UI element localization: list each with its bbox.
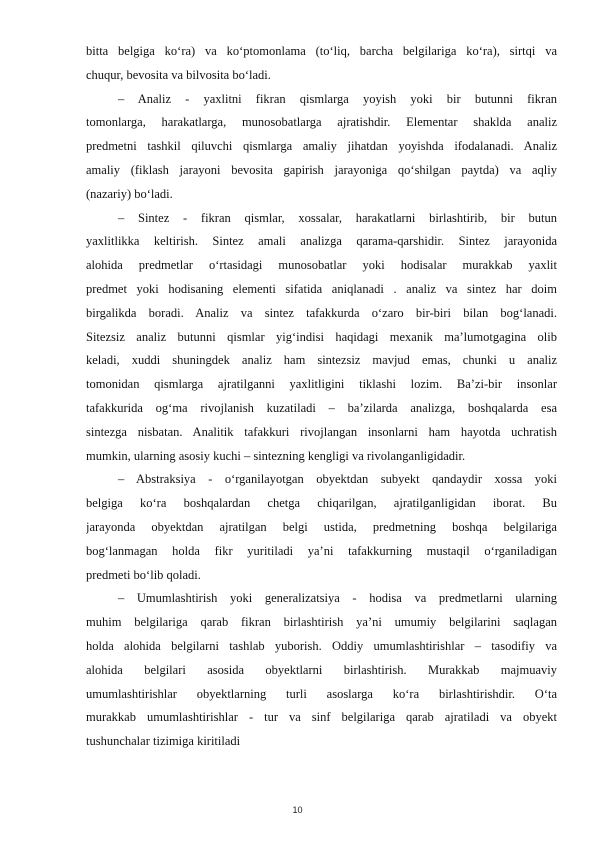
text-line: predmet yoki hodisaning elementi sifatida aniqlanadi . analiz va sintez har doim (86, 281, 557, 296)
text-line: chuqur, bevosita va bilvosita bo‘ladi. (86, 67, 271, 82)
text-line: Sitezsiz analiz butunni qismlar yig‘indisi haqidagi mexanik ma’lumotgagina olib (86, 329, 557, 344)
text-line: birgalikda boradi. Analiz va sintez tafakkurda o‘zaro bir-biri bilan bog‘lanadi. (86, 305, 557, 320)
text-line: – Analiz - yaxlitni fikran qismlarga yoyish yoki bir butunni fikran (118, 91, 557, 106)
text-line: muhim belgilariga qarab fikran birlashtirish ya’ni umumiy belgilarini saqlagan (86, 615, 557, 630)
text-line: keladi, xuddi shuningdek analiz ham sintezsiz mavjud emas, chunki u analiz (86, 353, 557, 368)
text-line: amaliy (fiklash jarayoni bevosita gapirish jarayoniga qo‘shilgan paytda) va aqliy (86, 162, 557, 177)
text-line: sintezga nisbatan. Analitik tafakkuri rivojlangan insonlarni ham hayotda uchratish (86, 424, 557, 439)
text-line: mumkin, ularning asosiy kuchi – sintezning kengligi va rivolanganligidadir. (86, 448, 466, 463)
text-line: umumlashtirishlar obyektlarning turli asoslarga ko‘ra birlashtirishdir. O‘ta (86, 686, 557, 701)
text-line: tomonlarga, harakatlarga, munosobatlarga ajratishdir. Elementar shaklda analiz (86, 115, 557, 130)
text-line: predmetni tashkil qiluvchi qismlarga amaliy jihatdan yoyishda ifodalanadi. Analiz (86, 139, 557, 154)
text-line: – Sintez - fikran qismlar, xossalar, harakatlarni birlashtirib, bir butun (118, 210, 557, 225)
text-line: – Umumlashtirish yoki generalizatsiya - hodisa va predmetlarni ularning (118, 591, 557, 606)
text-line: tomonidan qismlarga ajratilganni yaxlitligini tiklashi lozim. Ba’zi-bir insonlar (86, 377, 557, 392)
text-line: bitta belgiga ko‘ra) va ko‘ptomonlama (to‘liq, barcha belgilariga ko‘ra), sirtqi va (86, 44, 557, 58)
text-line: alohida belgilari asosida obyektlarni birlashtirish. Murakkab majmuaviy (86, 662, 557, 677)
text-line: – Abstraksiya - o‘rganilayotgan obyektdan subyekt qandaydir xossa yoki (118, 472, 557, 487)
document-page (86, 40, 557, 754)
page-number: 10 (292, 805, 303, 815)
text-line: alohida predmetlar o‘rtasidagi munosobatlar yoki hodisalar murakkab yaxlit (86, 258, 557, 273)
text-line: murakkab umumlashtirishlar - tur va sinf belgilariga qarab ajratiladi va obyekt (86, 710, 557, 725)
body-text (86, 40, 557, 754)
text-line: (nazariy) bo‘ladi. (86, 186, 173, 201)
text-line: yaxlitlikka keltirish. Sintez amali analizga qarama-qarshidir. Sintez jarayonida (86, 234, 557, 249)
text-line: predmeti bo‘lib qoladi. (86, 567, 201, 582)
text-line: tafakkurida og‘ma rivojlanish kuzatiladi – ba’zilarda analizga, boshqalarda esa (86, 400, 557, 415)
text-line: holda alohida belgilarni tashlab yuborish. Oddiy umumlashtirishlar – tasodifiy va (86, 638, 557, 653)
text-line: belgiga ko‘ra boshqalardan chetga chiqarilgan, ajratilganligidan iborat. Bu (86, 496, 557, 511)
text-line: bog‘lanmagan holda fikr yuritiladi ya’ni tafakkurning mustaqil o‘rganiladigan (86, 543, 557, 558)
text-line: jarayonda obyektdan ajratilgan belgi ustida, predmetning boshqa belgilariga (86, 519, 557, 534)
text-line: tushunchalar tizimiga kiritiladi (86, 734, 241, 749)
